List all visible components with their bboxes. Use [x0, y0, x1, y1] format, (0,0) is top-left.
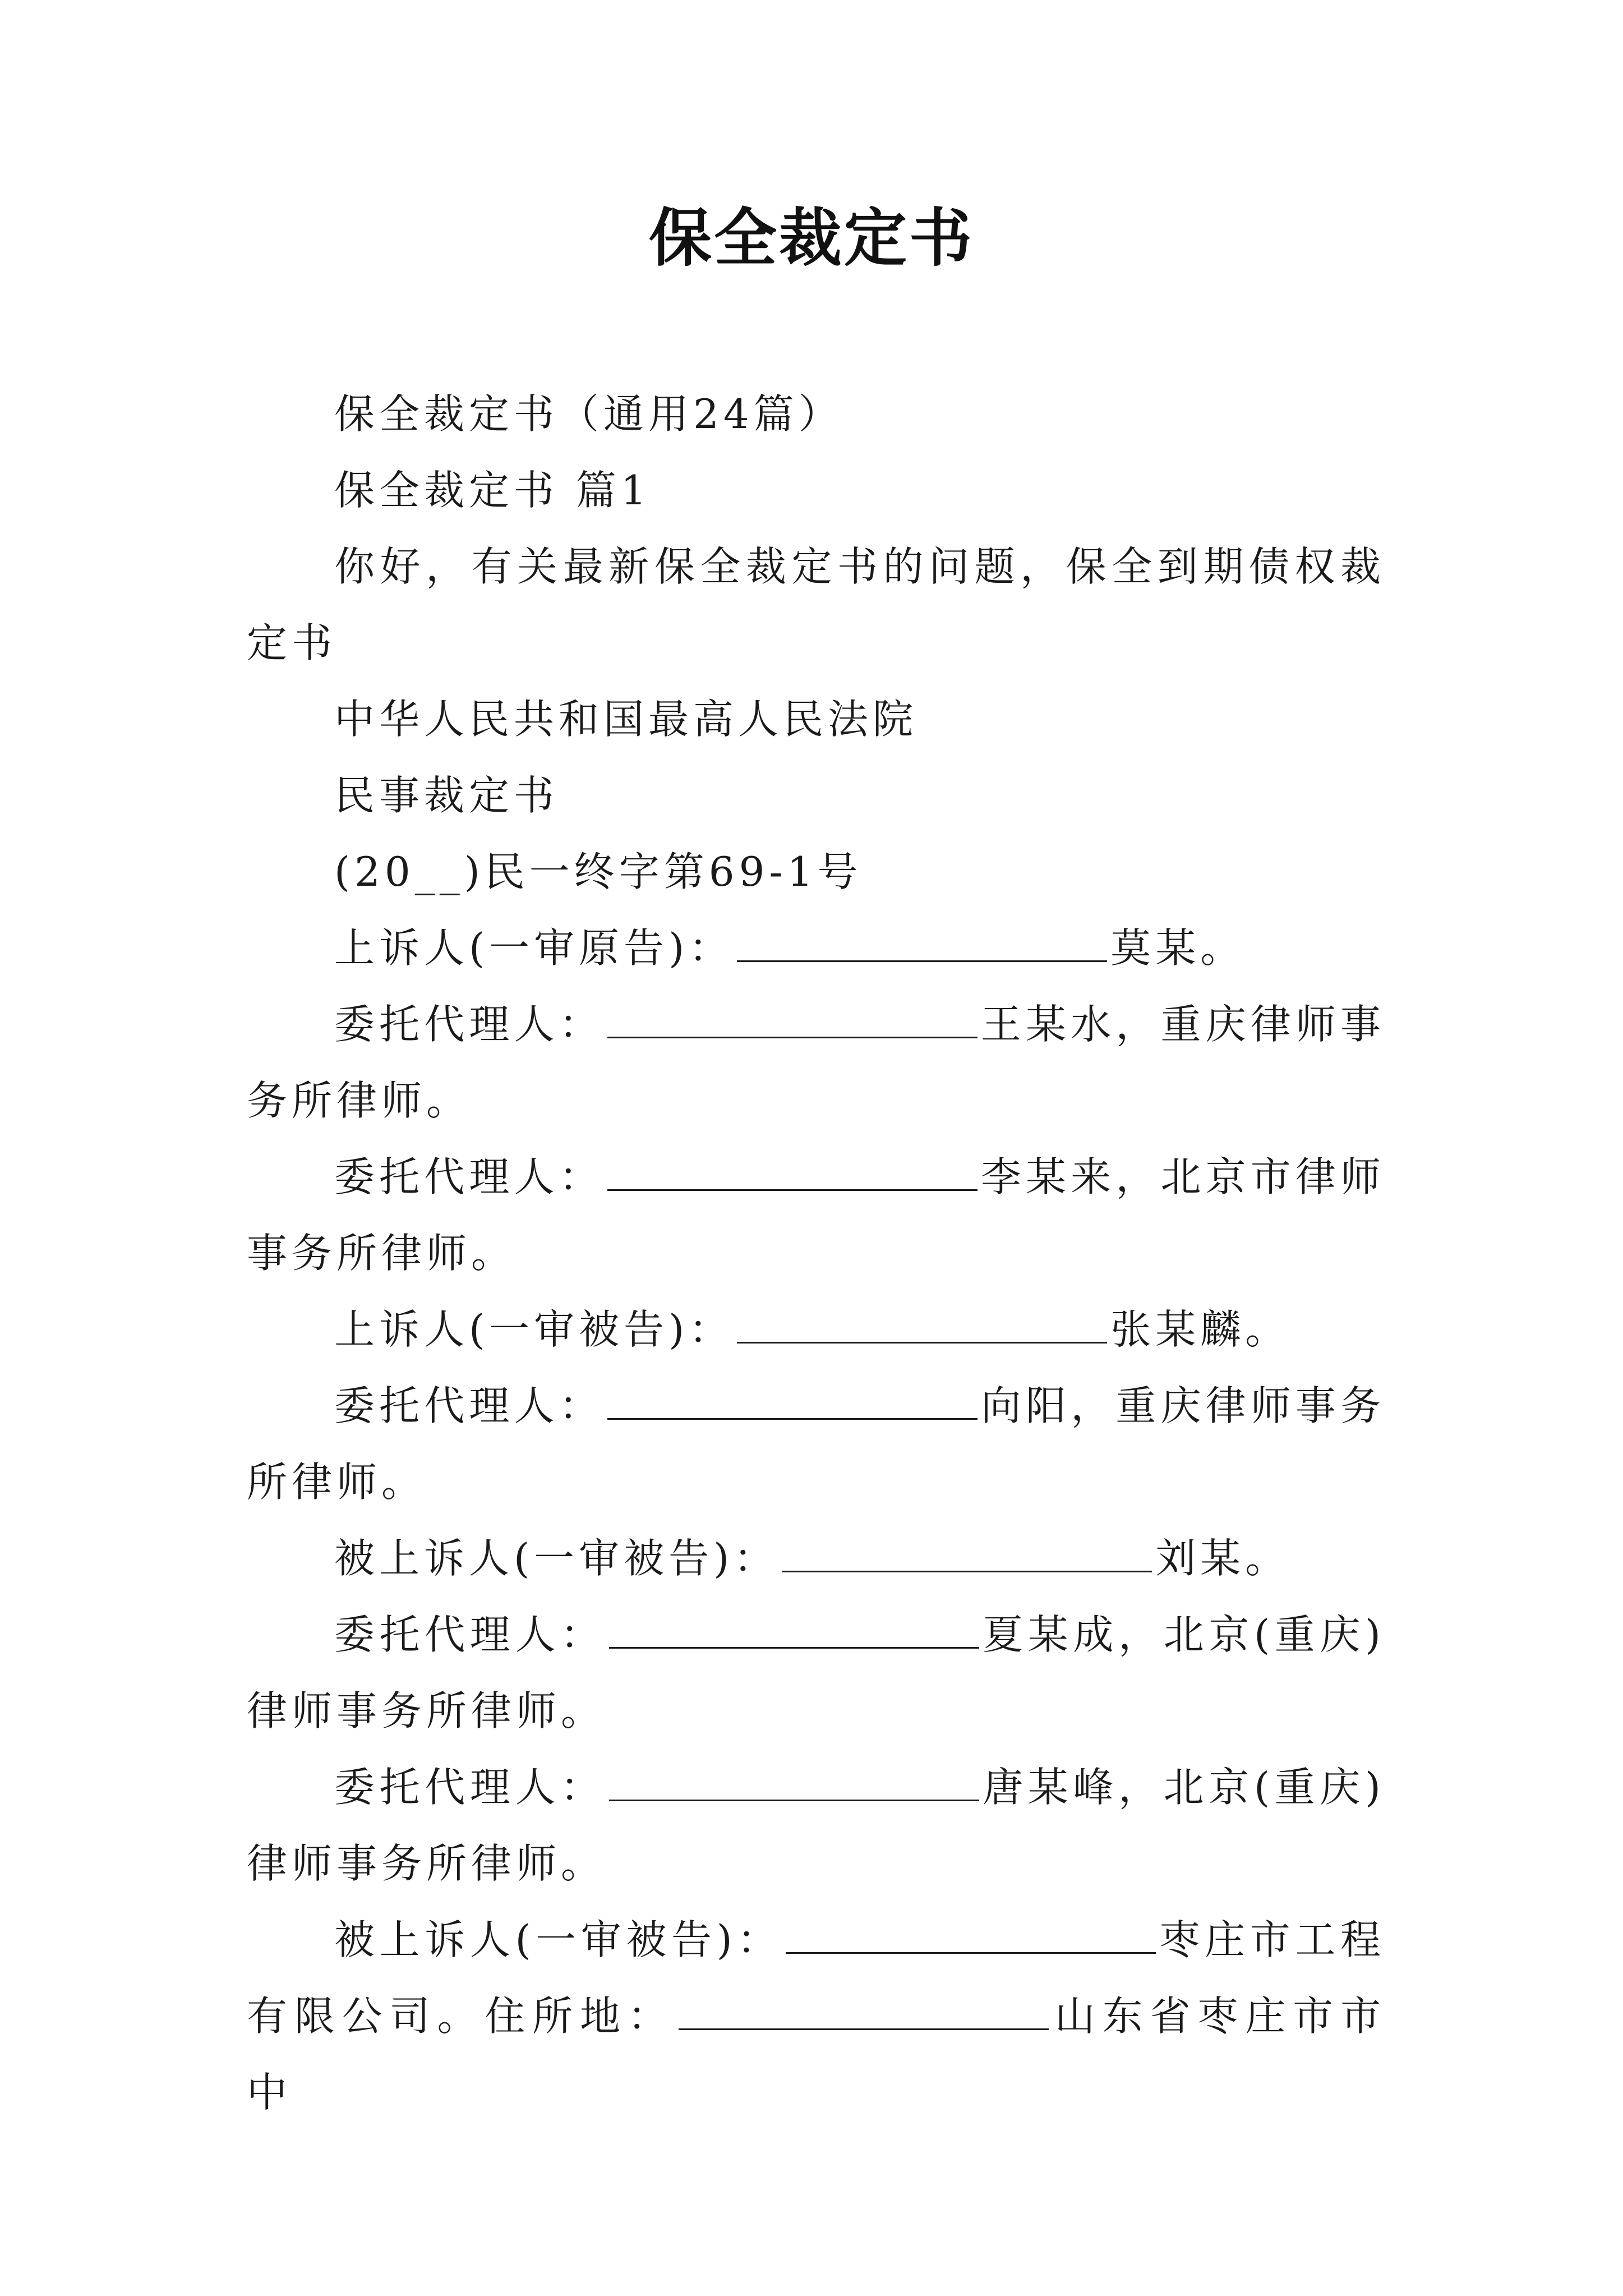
paragraph-text: 保全裁定书（通用24篇）	[334, 390, 843, 438]
paragraph-section-heading	[247, 452, 1385, 528]
paragraph-agent	[247, 986, 1385, 1139]
party-label: 委托代理人：	[334, 1764, 606, 1811]
party-value: 枣庄市工程有限公司。住所地：	[247, 1916, 1385, 2040]
party-label: 被上诉人(一审被告)：	[334, 1535, 779, 1582]
paragraph-appellee	[247, 1520, 1385, 1596]
fill-in-blank	[737, 1308, 1107, 1343]
fill-in-blank	[607, 1003, 978, 1038]
paragraph-agent	[247, 1368, 1385, 1520]
party-value: 刘某。	[1155, 1535, 1290, 1582]
paragraph-appellee-company	[247, 1902, 1385, 2131]
paragraph-case-number	[247, 834, 1385, 910]
party-value: 唐某峰，北京(重庆)律师事务所律师。	[247, 1764, 1385, 1887]
paragraph-appellant	[247, 910, 1385, 986]
paragraph-document-type	[247, 757, 1385, 834]
fill-in-blank	[607, 1156, 978, 1191]
party-value: 张某麟。	[1110, 1306, 1290, 1353]
paragraph-intro	[247, 528, 1385, 681]
fill-in-blank	[607, 1384, 978, 1420]
paragraph-agent	[247, 1749, 1385, 1902]
party-label: 上诉人(一审被告)：	[334, 1306, 734, 1353]
fill-in-blank	[786, 1918, 1156, 1954]
paragraph-text: 中华人民共和国最高人民法院	[334, 696, 918, 743]
party-address: 山东省枣庄市市中	[247, 1993, 1385, 2116]
document-body	[247, 376, 1385, 2131]
paragraph-text: 你好，有关最新保全裁定书的问题，保全到期债权裁定书	[247, 543, 1385, 666]
paragraph-court-name	[247, 681, 1385, 757]
paragraph-text: (20__)民一终字第69-1号	[334, 848, 863, 895]
paragraph-subtitle	[247, 376, 1385, 452]
party-label: 上诉人(一审原告)：	[334, 924, 734, 972]
party-value: 夏某成，北京(重庆)律师事务所律师。	[247, 1611, 1385, 1734]
paragraph-agent	[247, 1596, 1385, 1749]
party-label: 委托代理人：	[334, 1382, 604, 1429]
fill-in-blank	[609, 1766, 979, 1801]
party-value: 向阳，重庆律师事务所律师。	[247, 1382, 1385, 1506]
party-value: 李某来，北京市律师事务所律师。	[247, 1153, 1385, 1277]
document-title: 保全裁定书	[649, 202, 974, 275]
paragraph-text: 民事裁定书	[334, 772, 559, 819]
party-label: 委托代理人：	[334, 1001, 604, 1048]
party-label: 委托代理人：	[334, 1153, 604, 1200]
fill-in-blank	[679, 1995, 1049, 2030]
party-value: 莫某。	[1110, 924, 1246, 972]
fill-in-blank	[737, 927, 1107, 962]
paragraph-agent	[247, 1139, 1385, 1291]
fill-in-blank	[609, 1613, 979, 1649]
fill-in-blank	[782, 1537, 1152, 1572]
party-value: 王某水，重庆律师事务所律师。	[247, 1001, 1385, 1124]
party-label: 被上诉人(一审被告)：	[334, 1916, 782, 1963]
paragraph-text: 保全裁定书 篇1	[334, 467, 651, 514]
paragraph-appellant	[247, 1291, 1385, 1368]
party-label: 委托代理人：	[334, 1611, 606, 1658]
